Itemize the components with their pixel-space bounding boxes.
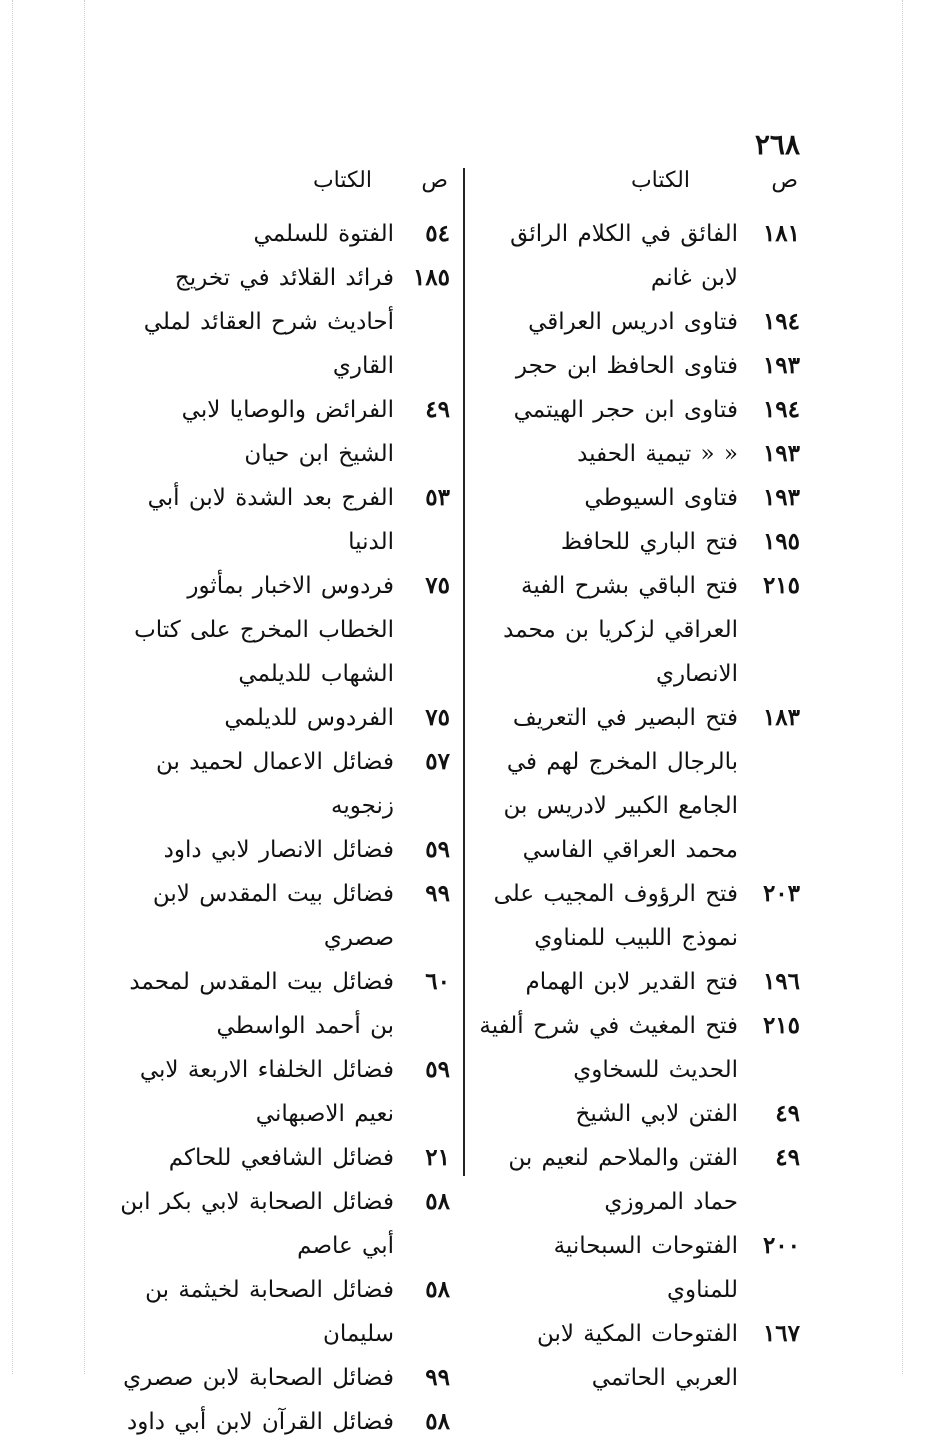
- entry-page-number: ١٨١: [762, 220, 800, 247]
- entry-page-number: ٦٠: [425, 968, 450, 995]
- page-column-label: ص: [771, 168, 798, 193]
- index-entry: [478, 1092, 800, 1136]
- index-entry: [120, 564, 450, 696]
- index-entry: [120, 212, 450, 256]
- entry-book-title: فتاوى ابن حجر الهيتمي: [513, 397, 738, 423]
- entry-book-title: الفتن لابي الشيخ: [575, 1101, 738, 1127]
- entry-book-title: فتح الباقي بشرح الفية العراقي لزكريا بن محمد الانصاري: [503, 573, 738, 687]
- index-entry: [120, 1356, 450, 1400]
- entry-book-title: فضائل بيت المقدس لابن صصري: [152, 881, 394, 951]
- index-entry: [120, 696, 450, 740]
- index-entry: [478, 1312, 800, 1400]
- entry-page-number: ٢١: [425, 1144, 450, 1171]
- entry-page-number: ٧٥: [425, 704, 450, 731]
- entry-page-number: ٧٥: [425, 572, 450, 599]
- entry-book-title: فضائل الصحابة لابي بكر ابن أبي عاصم: [120, 1189, 394, 1259]
- index-entry: [478, 432, 800, 476]
- entry-book-title: فردوس الاخبار بمأثور الخطاب المخرج على كتاب الشهاب للديلمي: [134, 573, 394, 687]
- entry-page-number: ١٩٤: [762, 396, 800, 423]
- entry-book-title: فضائل الصحابة لابن صصري: [123, 1365, 394, 1391]
- entry-book-title: فتاوى الحافظ ابن حجر: [515, 353, 738, 379]
- index-entry: [120, 256, 450, 388]
- index-entry: [478, 696, 800, 872]
- entry-page-number: ٢١٥: [762, 1012, 800, 1039]
- entry-page-number: ١٩٣: [762, 440, 800, 467]
- entry-page-number: ٤٩: [775, 1144, 800, 1171]
- entry-book-title: الفتن والملاحم لنعيم بن حماد المروزي: [508, 1145, 738, 1215]
- index-entry: [478, 520, 800, 564]
- index-entry: [478, 960, 800, 1004]
- entry-book-title: فضائل القرآن لابن أبي داود: [127, 1409, 394, 1435]
- entry-page-number: ١٩٥: [762, 528, 800, 555]
- entry-book-title: فضائل بيت المقدس لمحمد بن أحمد الواسطي: [129, 969, 394, 1039]
- entry-page-number: ١٩٤: [762, 308, 800, 335]
- entry-page-number: ٤٩: [775, 1100, 800, 1127]
- entry-book-title: فضائل الخلفاء الاربعة لابي نعيم الاصبهاني: [139, 1057, 394, 1127]
- entry-book-title: فتح الباري للحافظ: [560, 529, 738, 555]
- index-entry: [120, 1136, 450, 1180]
- entry-page-number: ٢٠٣: [762, 880, 800, 907]
- column-header: [120, 168, 450, 198]
- column-divider: [463, 168, 465, 1176]
- entry-book-title: الفرج بعد الشدة لابن أبي الدنيا: [147, 485, 394, 555]
- index-entry: [478, 1224, 800, 1312]
- book-column-label: الكتاب: [312, 168, 372, 193]
- entry-page-number: ٢١٥: [762, 572, 800, 599]
- index-entry: [478, 476, 800, 520]
- entry-book-title: فضائل الاعمال لحميد بن زنجويه: [155, 749, 394, 819]
- entry-book-title: فتح الرؤوف المجيب على نموذج اللبيب للمناوي: [493, 881, 738, 951]
- entry-page-number: ٥٣: [425, 484, 450, 511]
- index-entry: [478, 388, 800, 432]
- entry-page-number: ١٦٧: [762, 1320, 800, 1347]
- index-entry: [478, 300, 800, 344]
- entry-book-title: فضائل الصحابة لخيثمة بن سليمان: [145, 1277, 394, 1347]
- index-entry: [120, 1180, 450, 1268]
- entry-book-title: « « تيمية الحفيد: [577, 441, 738, 467]
- entry-page-number: ١٩٣: [762, 352, 800, 379]
- entry-book-title: الفتوحات السبحانية للمناوي: [553, 1233, 738, 1303]
- scan-dotted-margin-line: [12, 0, 13, 1374]
- entry-page-number: ٤٩: [425, 396, 450, 423]
- index-entry: [120, 872, 450, 960]
- entry-book-title: الفائق في الكلام الرائق لابن غانم: [510, 221, 738, 291]
- entry-page-number: ٥٩: [425, 1056, 450, 1083]
- index-entry: [120, 740, 450, 828]
- entry-book-title: الفردوس للديلمي: [224, 705, 394, 731]
- column-header: [478, 168, 800, 198]
- index-entry: [120, 1048, 450, 1136]
- entry-page-number: ٩٩: [425, 880, 450, 907]
- scan-dotted-margin-line: [84, 0, 85, 1374]
- entry-book-title: فتاوى ادريس العراقي: [528, 309, 738, 335]
- index-entry: [478, 1004, 800, 1092]
- entry-book-title: الفرائض والوصايا لابي الشيخ ابن حيان: [181, 397, 394, 467]
- scan-dotted-margin-line: [902, 0, 903, 1374]
- entry-page-number: ٩٩: [425, 1364, 450, 1391]
- entry-book-title: فتح البصير في التعريف بالرجال المخرج لهم في الجامع الكبير لادريس بن محمد العراقي الفاسي: [503, 705, 738, 863]
- index-entry: [478, 344, 800, 388]
- entry-page-number: ٥٨: [425, 1276, 450, 1303]
- entry-page-number: ١٩٣: [762, 484, 800, 511]
- entry-list: [478, 212, 800, 1400]
- entry-book-title: فتح المغيث في شرح ألفية الحديث للسخاوي: [479, 1013, 738, 1083]
- index-entry: [120, 828, 450, 872]
- entry-book-title: فرائد القلائد في تخريج أحاديث شرح العقائد لملي القاري: [143, 265, 394, 379]
- entry-page-number: ٥٨: [425, 1408, 450, 1435]
- page-column-label: ص: [421, 168, 448, 193]
- entry-page-number: ٥٨: [425, 1188, 450, 1215]
- entry-book-title: فتاوى السيوطي: [584, 485, 738, 511]
- entry-page-number: ٢٠٠: [762, 1232, 800, 1259]
- entry-page-number: ١٨٥: [412, 264, 450, 291]
- page-number: ٢٦٨: [754, 128, 800, 161]
- index-entry: [478, 1136, 800, 1224]
- entry-page-number: ٥٤: [425, 220, 450, 247]
- index-entry: [478, 872, 800, 960]
- entry-book-title: فضائل الشافعي للحاكم: [168, 1145, 394, 1171]
- entry-page-number: ١٨٣: [762, 704, 800, 731]
- entry-book-title: الفتوحات المكية لابن العربي الحاتمي: [536, 1321, 738, 1391]
- index-entry: [120, 960, 450, 1048]
- index-entry: [478, 564, 800, 696]
- book-column-label: الكتاب: [630, 168, 690, 193]
- entry-book-title: فتح القدير لابن الهمام: [525, 969, 738, 995]
- index-entry: [478, 212, 800, 300]
- entry-book-title: فضائل الانصار لابي داود: [163, 837, 394, 863]
- entry-book-title: الفتوة للسلمي: [253, 221, 394, 247]
- index-entry: [120, 1400, 450, 1444]
- entry-list: [120, 212, 450, 1444]
- index-entry: [120, 476, 450, 564]
- entry-page-number: ١٩٦: [762, 968, 800, 995]
- entry-page-number: ٥٧: [425, 748, 450, 775]
- index-entry: [120, 388, 450, 476]
- entry-page-number: ٥٩: [425, 836, 450, 863]
- index-entry: [120, 1268, 450, 1356]
